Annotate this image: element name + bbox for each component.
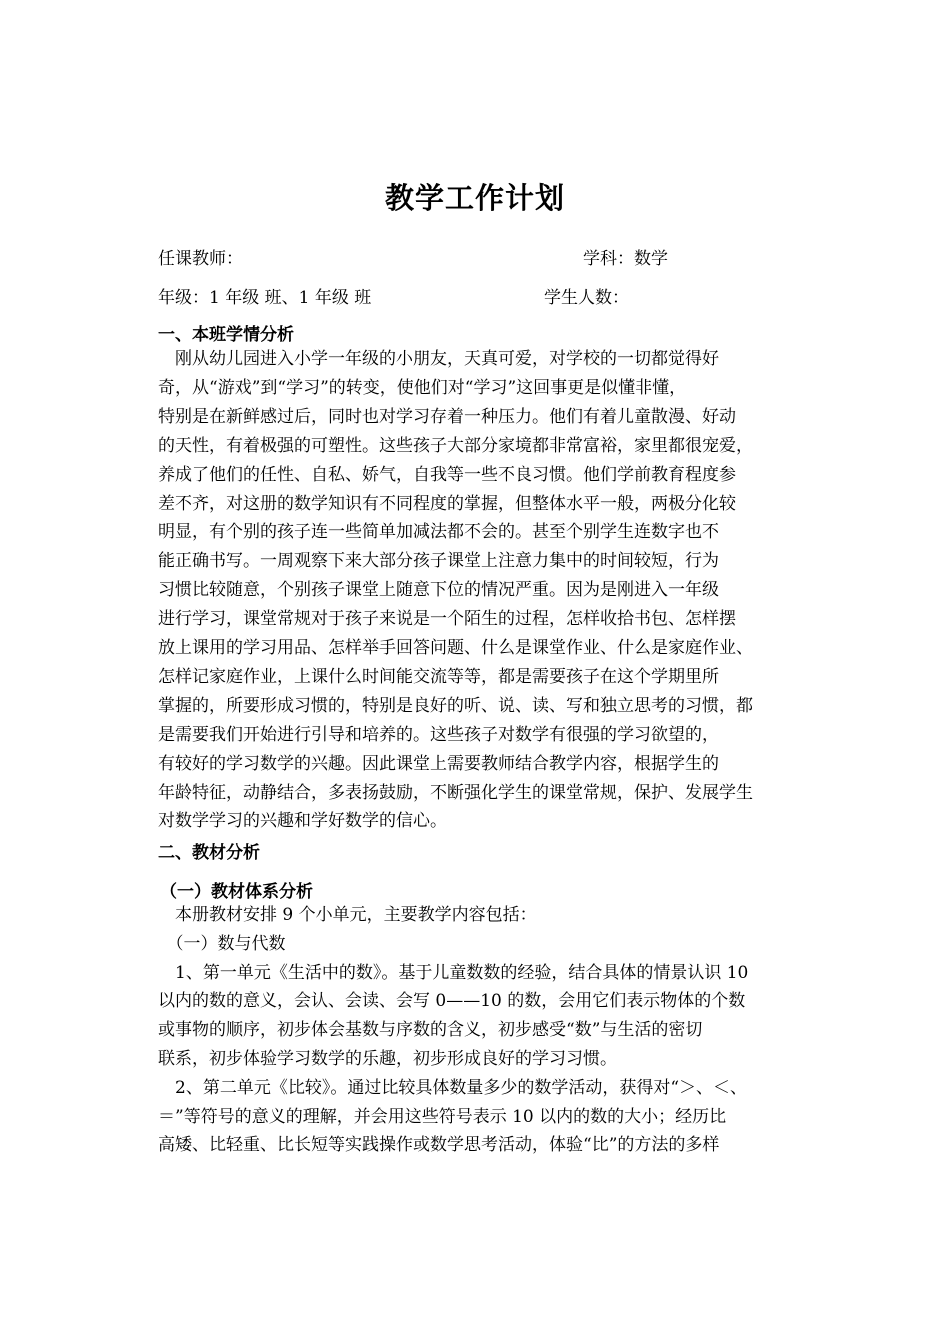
sub-heading-1: （一）教材体系分析 [160, 882, 313, 902]
text-line: 1、第一单元《生活中的数》。基于儿童数数的经验，结合具体的情景认识 10 [158, 962, 749, 983]
text-line: 放上课用的学习用品、怎样举手回答问题、什么是课堂作业、什么是家庭作业、 [158, 638, 753, 658]
text-line: 有较好的学习数学的兴趣。因此课堂上需要教师结合教学内容，根据学生的 [158, 753, 719, 774]
text-line: 差不齐，对这册的数学知识有不同程度的掌握，但整体水平一般，两极分化较 [158, 493, 736, 514]
students-label: 学生人数： [544, 288, 629, 308]
text-line: 是需要我们开始进行引导和培养的。这些孩子对数学有很强的学习欲望的， [158, 724, 719, 745]
meta-row-teacher [158, 244, 798, 270]
text-line: 掌握的，所要形成习惯的，特别是良好的听、说、读、写和独立思考的习惯，都 [158, 695, 753, 716]
text-line: 对数学学习的兴趣和学好数学的信心。 [158, 811, 447, 832]
text-line: 养成了他们的任性、自私、娇气，自我等一些不良习惯。他们学前教育程度参 [158, 464, 736, 485]
text-line: 进行学习，课堂常规对于孩子来说是一个陌生的过程，怎样收拾书包、怎样摆 [158, 609, 736, 630]
text-line: 年龄特征，动静结合，多表扬鼓励，不断强化学生的课堂常规，保护、发展学生 [158, 782, 753, 803]
text-line: 本册教材安排 9 个小单元，主要教学内容包括： [158, 905, 537, 925]
text-line: 怎样记家庭作业，上课什么时间能交流等等，都是需要孩子在这个学期里所 [158, 666, 719, 687]
meta-row-grade [158, 283, 798, 309]
text-line: 的天性，有着极强的可塑性。这些孩子大部分家境都非常富裕，家里都很宠爱， [158, 435, 753, 456]
text-line: （一）数与代数 [158, 933, 286, 954]
teacher-label: 任课教师： [158, 249, 243, 269]
section-heading-2: 二、教材分析 [158, 843, 260, 863]
text-line: 明显，有个别的孩子连一些简单加减法都不会的。甚至个别学生连数字也不 [158, 522, 719, 543]
section-heading-1: 一、本班学情分析 [158, 325, 294, 345]
text-line: 高矮、比轻重、比长短等实践操作或数学思考活动，体验“比”的方法的多样 [158, 1135, 720, 1156]
grade-label: 年级：1 年级 班、1 年级 班 [158, 288, 372, 308]
text-line: 习惯比较随意，个别孩子课堂上随意下位的情况严重。因为是刚进入一年级 [158, 580, 719, 601]
document-title: 教学工作计划 [384, 181, 565, 215]
text-line: 以内的数的意义，会认、会读、会写 0——10 的数，会用它们表示物体的个数 [158, 991, 746, 1012]
text-line: 2、第二单元《比较》。通过比较具体数量多少的数学活动，获得对“＞、＜、 [158, 1077, 748, 1098]
text-line: 刚从幼儿园进入小学一年级的小朋友，天真可爱，对学校的一切都觉得好 [158, 349, 719, 369]
text-line: 奇，从“游戏”到“学习”的转变，使他们对“学习”这回事更是似懂非懂， [158, 377, 687, 398]
text-line: ＝”等符号的意义的理解，并会用这些符号表示 10 以内的数的大小；经历比 [158, 1106, 727, 1127]
subject-label: 学科：数学 [583, 249, 668, 269]
text-line: 能正确书写。一周观察下来大部分孩子课堂上注意力集中的时间较短，行为 [158, 551, 719, 572]
text-line: 或事物的顺序，初步体会基数与序数的含义，初步感受“数”与生活的密切 [158, 1020, 703, 1041]
text-line: 联系，初步体验学习数学的乐趣，初步形成良好的学习习惯。 [158, 1049, 617, 1069]
text-line: 特别是在新鲜感过后，同时也对学习存着一种压力。他们有着儿童散漫、好动 [158, 406, 736, 427]
